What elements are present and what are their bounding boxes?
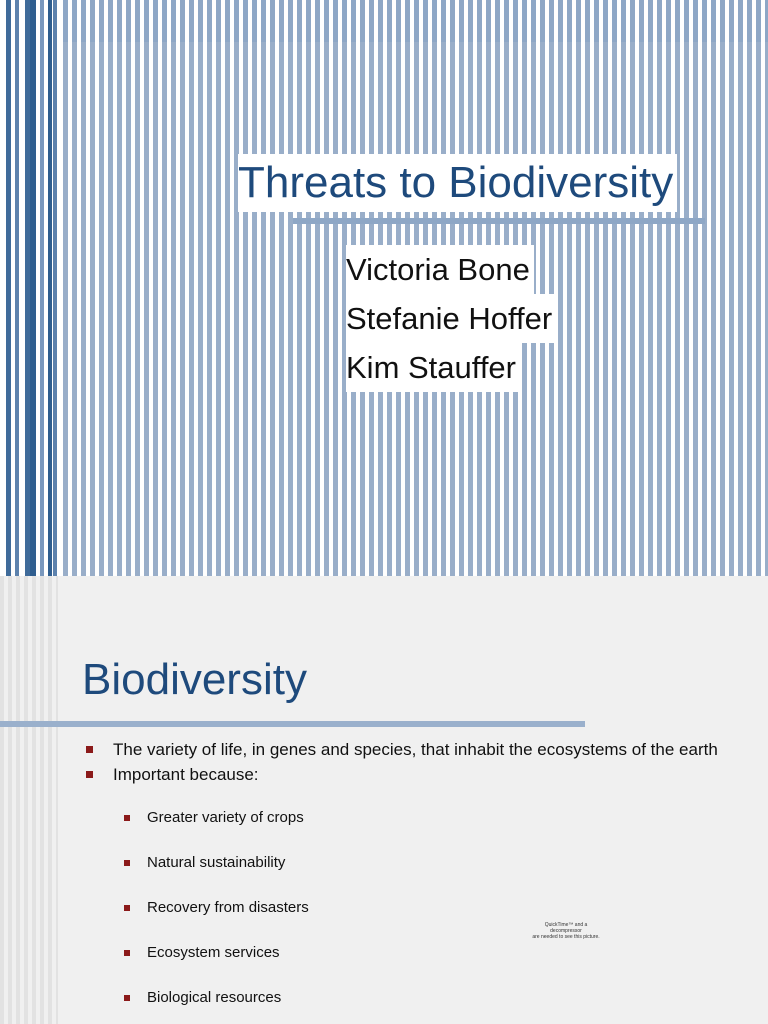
heading-underline [0,721,585,727]
sub-bullet-text: Recovery from disasters [147,899,309,916]
author-name: Victoria Bone [346,245,534,294]
title-underline [293,218,705,224]
square-bullet-icon [124,905,130,911]
placeholder-line: QuickTime™ and a [544,922,588,928]
sub-bullet-text: Biological resources [147,989,282,1006]
sub-bullet-item [121,898,309,943]
top-stripe-band [0,0,768,42]
bullet-list [84,740,754,790]
author-name: Stefanie Hoffer [346,294,556,343]
bullet-item [84,765,754,785]
quicktime-image-placeholder [518,922,614,940]
square-bullet-icon [86,746,93,753]
bullet-text: Important because: [113,765,259,784]
slide-heading: Biodiversity [82,655,307,704]
square-bullet-icon [86,771,93,778]
sub-bullet-text: Ecosystem services [147,944,280,961]
sub-bullet-item [121,943,309,988]
sub-bullet-item [121,988,309,1024]
sub-bullet-text: Greater variety of crops [147,809,304,826]
author-name: Kim Stauffer [346,343,520,392]
sub-bullet-text: Natural sustainability [147,854,286,871]
placeholder-line: decompressor [550,928,582,934]
sub-bullet-item [121,808,309,853]
sub-bullet-item [121,853,309,898]
square-bullet-icon [124,950,130,956]
biodiversity-slide [0,576,768,1024]
sub-bullet-list [121,808,309,1024]
left-light-stripes [0,576,58,1024]
bullet-text: The variety of life, in genes and species, that inhabit the ecosystems of the earth [113,740,718,759]
author-list [346,245,556,392]
bullet-item [84,740,754,760]
placeholder-line: are needed to see this picture. [532,934,600,940]
slide-title: Threats to Biodiversity [238,154,677,212]
square-bullet-icon [124,995,130,1001]
square-bullet-icon [124,815,130,821]
left-dark-stripes [0,0,60,576]
square-bullet-icon [124,860,130,866]
